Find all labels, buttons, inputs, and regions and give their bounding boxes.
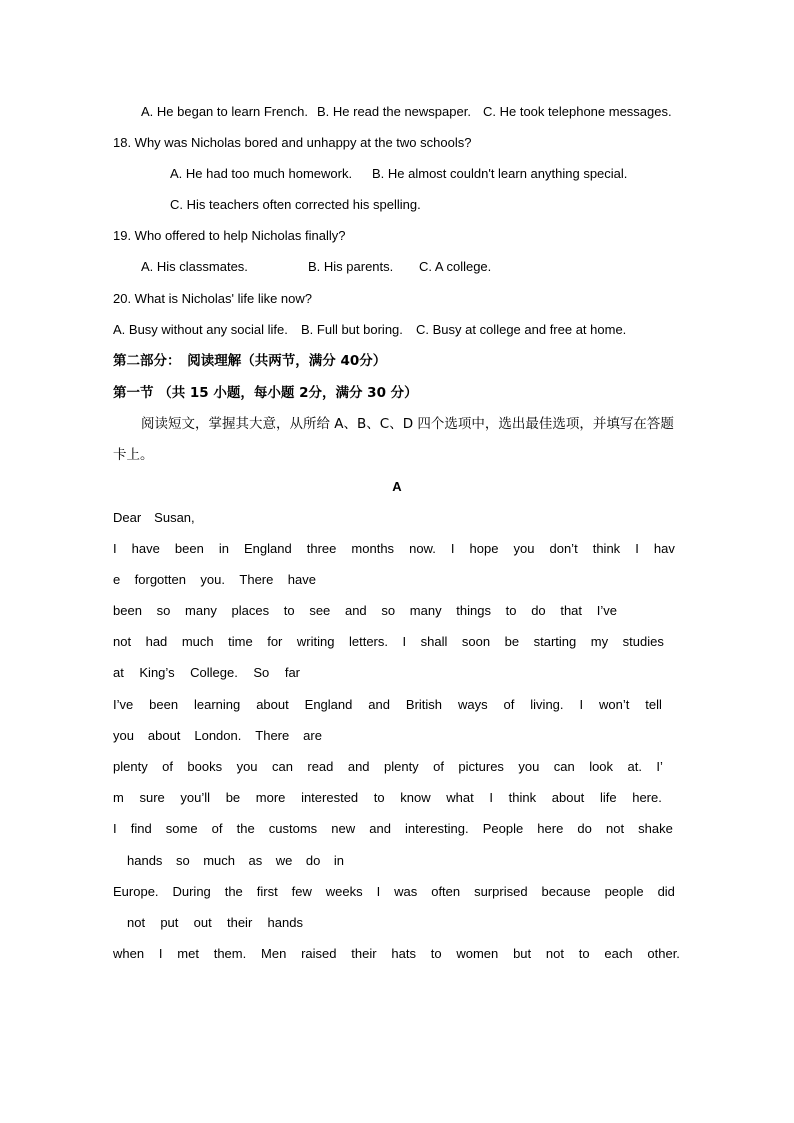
passage-word: at. bbox=[627, 759, 642, 774]
passage-word: ways bbox=[457, 697, 488, 712]
passage-word: think bbox=[508, 790, 537, 805]
passage-word: have bbox=[131, 541, 160, 556]
passage-word: three bbox=[306, 541, 337, 556]
passage-line bbox=[127, 914, 303, 932]
passage-line bbox=[113, 540, 675, 558]
passage-word: Men bbox=[261, 946, 287, 961]
passage-word: College. bbox=[190, 665, 238, 680]
passage-word: studies bbox=[622, 634, 664, 649]
passage-word: Europe. bbox=[113, 884, 159, 899]
q17-option-c: C. He took telephone messages. bbox=[483, 104, 672, 119]
passage-word: months bbox=[351, 541, 395, 556]
passage-word: many bbox=[185, 603, 217, 618]
passage-word: I bbox=[158, 946, 163, 961]
passage-word: places bbox=[231, 603, 270, 618]
passage-word: hope bbox=[469, 541, 499, 556]
passage-word: what bbox=[446, 790, 474, 805]
passage-line bbox=[113, 945, 680, 963]
passage-word: are bbox=[303, 728, 322, 743]
passage-word: I bbox=[113, 541, 117, 556]
passage-word: hav bbox=[653, 541, 675, 556]
passage-word: think bbox=[592, 541, 621, 556]
passage-word: weeks bbox=[325, 884, 363, 899]
q18-option-b: B. He almost couldn't learn anything special. bbox=[372, 166, 628, 181]
passage-word: so bbox=[156, 603, 171, 618]
passage-word: but bbox=[513, 946, 532, 961]
passage-label: A bbox=[392, 479, 402, 494]
q20-question: 20. What is Nicholas' life like now? bbox=[113, 291, 313, 306]
passage-word: read bbox=[307, 759, 334, 774]
passage-line bbox=[113, 883, 675, 901]
passage-word: in bbox=[333, 853, 344, 868]
passage-word: not bbox=[545, 946, 564, 961]
passage-word: of bbox=[503, 697, 515, 712]
passage-word: King’s bbox=[139, 665, 175, 680]
passage-word: m bbox=[113, 790, 124, 805]
passage-word: as bbox=[248, 853, 263, 868]
passage-word: writing bbox=[296, 634, 335, 649]
section1-heading: 第一节 （共 15 小题，每小题 2分，满分 30 分） bbox=[113, 385, 418, 401]
passage-word: been bbox=[174, 541, 204, 556]
passage-word: much bbox=[181, 634, 214, 649]
passage-word: my bbox=[590, 634, 609, 649]
part2-heading: 第二部分： 阅读理解（共两节，满分 40分） bbox=[113, 353, 387, 369]
passage-word: can bbox=[553, 759, 575, 774]
q19-option-c: C. A college. bbox=[419, 259, 492, 274]
passage-word: and bbox=[369, 821, 391, 836]
passage-word: did bbox=[657, 884, 675, 899]
passage-word: be bbox=[504, 634, 520, 649]
passage-word: I’ve bbox=[113, 697, 134, 712]
passage-word: about bbox=[256, 697, 289, 712]
passage-word: you bbox=[236, 759, 258, 774]
passage-word: raised bbox=[301, 946, 337, 961]
passage-word: more bbox=[255, 790, 286, 805]
q19-option-a: A. His classmates. bbox=[141, 259, 248, 274]
passage-word: books bbox=[187, 759, 223, 774]
passage-word: you bbox=[513, 541, 535, 556]
passage-word: see bbox=[309, 603, 331, 618]
passage-word: put bbox=[160, 915, 179, 930]
passage-word: and bbox=[344, 603, 367, 618]
passage-word: in bbox=[218, 541, 229, 556]
passage-line bbox=[113, 633, 664, 651]
passage-word: I’ bbox=[656, 759, 663, 774]
passage-word: been bbox=[113, 603, 142, 618]
passage-word: I bbox=[113, 821, 117, 836]
q20-option-c: C. Busy at college and free at home. bbox=[416, 322, 627, 337]
passage-word: living. bbox=[530, 697, 564, 712]
passage-word: I bbox=[450, 541, 455, 556]
passage-word: you. bbox=[200, 572, 225, 587]
passage-word: interested bbox=[301, 790, 359, 805]
passage-word: for bbox=[267, 634, 283, 649]
passage-word: not bbox=[127, 915, 146, 930]
instruction-line-2: 卡上。 bbox=[113, 447, 154, 463]
passage-word: that bbox=[560, 603, 583, 618]
passage-word: time bbox=[228, 634, 253, 649]
passage-word: was bbox=[394, 884, 418, 899]
passage-line bbox=[113, 758, 663, 776]
passage-word: not bbox=[113, 634, 132, 649]
passage-word: soon bbox=[461, 634, 491, 649]
q19-question: 19. Who offered to help Nicholas finally? bbox=[113, 228, 346, 243]
passage-word: won’t bbox=[599, 697, 630, 712]
passage-word: During bbox=[172, 884, 211, 899]
q19-option-b: B. His parents. bbox=[308, 259, 394, 274]
passage-word: e bbox=[113, 572, 121, 587]
passage-word: look bbox=[589, 759, 614, 774]
passage-word: England bbox=[304, 697, 353, 712]
passage-word: so bbox=[175, 853, 190, 868]
passage-word: when bbox=[113, 946, 145, 961]
passage-word: tell bbox=[645, 697, 662, 712]
passage-word: here bbox=[537, 821, 564, 836]
passage-word: because bbox=[541, 884, 591, 899]
passage-word: British bbox=[405, 697, 443, 712]
passage-word: out bbox=[193, 915, 212, 930]
passage-word: things bbox=[456, 603, 491, 618]
passage-word: So bbox=[253, 665, 270, 680]
passage-word: other. bbox=[647, 946, 680, 961]
passage-word: the bbox=[224, 884, 243, 899]
passage-word: customs bbox=[268, 821, 318, 836]
passage-word: life bbox=[599, 790, 617, 805]
passage-word: of bbox=[162, 759, 173, 774]
passage-word: plenty bbox=[383, 759, 419, 774]
passage-word: at bbox=[113, 665, 124, 680]
passage-word: I bbox=[376, 884, 381, 899]
q18-question: 18. Why was Nicholas bored and unhappy at the two schools? bbox=[113, 135, 472, 150]
passage-word: There bbox=[239, 572, 274, 587]
passage-word: starting bbox=[533, 634, 577, 649]
passage-word: had bbox=[145, 634, 168, 649]
passage-word: find bbox=[130, 821, 152, 836]
passage-word: don’t bbox=[549, 541, 578, 556]
passage-word: new bbox=[331, 821, 356, 836]
passage-line bbox=[113, 696, 662, 714]
passage-word: you bbox=[518, 759, 540, 774]
q20-option-b: B. Full but boring. bbox=[301, 322, 403, 337]
passage-word: been bbox=[149, 697, 179, 712]
passage-word: London. bbox=[194, 728, 242, 743]
passage-word: pictures bbox=[458, 759, 504, 774]
passage-word: I bbox=[635, 541, 639, 556]
passage-word: know bbox=[400, 790, 431, 805]
passage-word: much bbox=[203, 853, 235, 868]
passage-word: be bbox=[225, 790, 241, 805]
passage-word: I bbox=[579, 697, 584, 712]
passage-word: forgotten bbox=[134, 572, 186, 587]
passage-word: to bbox=[283, 603, 295, 618]
passage-word: I bbox=[489, 790, 494, 805]
passage-word: here. bbox=[632, 790, 662, 805]
passage-word: to bbox=[430, 946, 442, 961]
passage-line bbox=[113, 820, 673, 838]
passage-word: many bbox=[409, 603, 442, 618]
passage-word: letters. bbox=[348, 634, 388, 649]
passage-word: of bbox=[211, 821, 223, 836]
passage-word: hands bbox=[267, 915, 303, 930]
passage-word: learning bbox=[194, 697, 241, 712]
passage-word: There bbox=[255, 728, 290, 743]
passage-line bbox=[113, 727, 322, 745]
passage-word: to bbox=[373, 790, 385, 805]
passage-word: do bbox=[305, 853, 321, 868]
passage-word: about bbox=[147, 728, 181, 743]
q18-option-c: C. His teachers often corrected his spelling. bbox=[170, 197, 421, 212]
passage-word: first bbox=[256, 884, 278, 899]
passage-word: to bbox=[578, 946, 590, 961]
passage-word: England bbox=[244, 541, 292, 556]
passage-word: shall bbox=[420, 634, 448, 649]
passage-word: so bbox=[381, 603, 396, 618]
passage-word: some bbox=[165, 821, 198, 836]
passage-word: People bbox=[482, 821, 524, 836]
passage-word: I’ve bbox=[596, 603, 617, 618]
passage-word: their bbox=[351, 946, 377, 961]
passage-word: to bbox=[505, 603, 517, 618]
passage-line bbox=[113, 664, 300, 682]
passage-word: you bbox=[113, 728, 134, 743]
passage-word: plenty bbox=[113, 759, 148, 774]
passage-word: we bbox=[275, 853, 293, 868]
passage-word: can bbox=[271, 759, 293, 774]
passage-line bbox=[113, 571, 316, 589]
passage-word: now. bbox=[409, 541, 436, 556]
passage-word: sure bbox=[139, 790, 165, 805]
passage-word: far bbox=[284, 665, 300, 680]
passage-line bbox=[127, 852, 344, 870]
passage-line bbox=[113, 602, 617, 620]
passage-word: few bbox=[291, 884, 312, 899]
passage-word: interesting. bbox=[405, 821, 469, 836]
q17-option-b: B. He read the newspaper. bbox=[317, 104, 471, 119]
passage-word: have bbox=[287, 572, 316, 587]
passage-word: do bbox=[577, 821, 592, 836]
passage-word: hands bbox=[127, 853, 163, 868]
passage-word: do bbox=[531, 603, 546, 618]
q17-option-a: A. He began to learn French. bbox=[141, 104, 308, 119]
passage-word: them. bbox=[213, 946, 247, 961]
q18-option-a: A. He had too much homework. bbox=[170, 166, 353, 181]
passage-word: their bbox=[226, 915, 253, 930]
passage-word: often bbox=[431, 884, 461, 899]
passage-word: the bbox=[236, 821, 255, 836]
passage-word: you’ll bbox=[180, 790, 211, 805]
passage-word: about bbox=[551, 790, 585, 805]
passage-word: not bbox=[605, 821, 625, 836]
passage-word: hats bbox=[391, 946, 416, 961]
passage-word: each bbox=[604, 946, 633, 961]
passage-word: I bbox=[402, 634, 407, 649]
letter-greeting: Dear Susan, bbox=[113, 510, 195, 525]
passage-word: surprised bbox=[474, 884, 528, 899]
passage-line bbox=[113, 789, 662, 807]
passage-word: met bbox=[177, 946, 199, 961]
passage-word: people bbox=[604, 884, 644, 899]
passage-word: of bbox=[433, 759, 444, 774]
instruction-line-1: 阅读短文，掌握其大意，从所给 A、B、C、D 四个选项中，选出最佳选项，并填写在答题 bbox=[141, 416, 674, 432]
q20-option-a: A. Busy without any social life. bbox=[113, 322, 288, 337]
passage-word: and bbox=[368, 697, 390, 712]
passage-word: women bbox=[456, 946, 499, 961]
passage-word: and bbox=[347, 759, 370, 774]
passage-word: shake bbox=[638, 821, 673, 836]
